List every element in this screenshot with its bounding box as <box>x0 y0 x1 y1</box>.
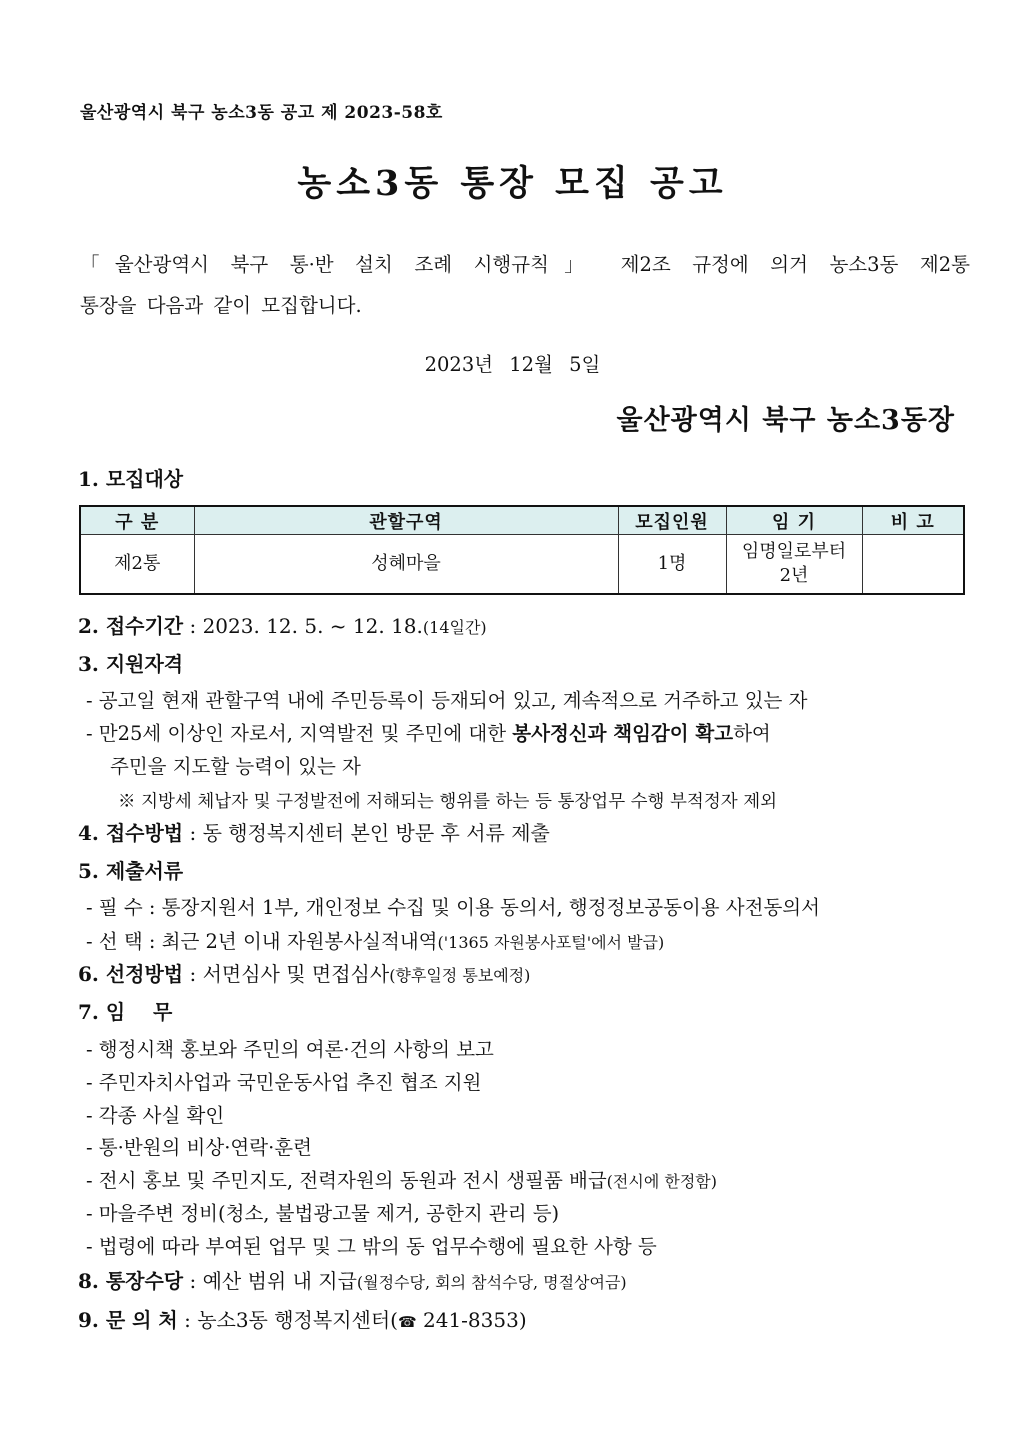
issuer: 울산광역시 북구 농소3동장 <box>616 405 955 436</box>
section-5-label: 5. 제출서류 <box>78 859 184 883</box>
table-header-cell: 임 기 <box>726 506 862 535</box>
section-5-heading <box>78 855 183 884</box>
section-4-value: 동 행정복지센터 본인 방문 후 서류 제출 <box>202 821 550 845</box>
section-8-value: 예산 범위 내 지급 <box>202 1269 357 1293</box>
section-4-label: 4. 접수방법 <box>78 821 184 845</box>
intro-line-1: 「울산광역시 북구 통·반 설치 조례 시행규칙」 제2조 규정에 의거 농소3동 제2통 <box>80 253 970 276</box>
section-9-sep: : <box>177 1308 198 1332</box>
section-2-value: 2023. 12. 5. ~ 12. 18. <box>202 614 423 638</box>
duty-item: - 각종 사실 확인 <box>86 1104 225 1127</box>
qualification-continued: 주민을 지도할 능력이 있는 자 <box>110 755 361 778</box>
section-8-label: 8. 통장수당 <box>78 1269 184 1293</box>
document-item <box>86 926 664 954</box>
section-8-sep: : <box>183 1269 203 1293</box>
notice-date: 2023년 12월 5일 <box>424 353 601 376</box>
section-9-value: 농소3동 행정복지센터( <box>197 1308 398 1332</box>
section-4 <box>78 817 550 846</box>
recruit-table <box>79 505 965 595</box>
section-9-label: 9. 문 의 처 <box>78 1308 178 1332</box>
cell-zone: 성혜마을 <box>194 535 618 595</box>
section-9 <box>78 1304 527 1333</box>
document-item: - 필 수 : 통장지원서 1부, 개인정보 수집 및 이용 동의서, 행정정보공동이용 사전동의서 <box>86 896 820 919</box>
section-6-note: (향후일정 통보예정) <box>389 966 531 985</box>
section-7-heading <box>78 996 172 1025</box>
table-row <box>80 535 964 595</box>
section-9-phone: 241-8353) <box>416 1308 527 1332</box>
table-header-cell: 관할구역 <box>194 506 618 535</box>
table-header-cell: 비 고 <box>862 506 964 535</box>
section-1-heading <box>78 463 183 492</box>
section-2-note: (14일간) <box>422 618 487 637</box>
section-3-label: 3. 지원자격 <box>78 652 184 676</box>
cell-remark <box>862 535 964 595</box>
qualification-note: ※ 지방세 체납자 및 구정발전에 저해되는 행위를 하는 등 통장업무 수행 부적정자 제외 <box>118 792 778 812</box>
duty-text: - 전시 홍보 및 주민지도, 전력자원의 동원과 전시 생필품 배급 <box>86 1169 607 1192</box>
qualification-text: - 만25세 이상인 자로서, 지역발전 및 주민에 대한 <box>86 722 513 745</box>
section-6-label: 6. 선정방법 <box>78 962 184 986</box>
section-2-sep: : <box>183 614 203 638</box>
section-8 <box>78 1265 627 1294</box>
section-1-label: 1. 모집대상 <box>78 467 184 491</box>
section-7-label: 7. 임 무 <box>78 1000 173 1024</box>
document-text: - 선 택 : 최근 2년 이내 자원봉사실적내역 <box>86 930 438 953</box>
section-3-heading <box>78 648 183 677</box>
cell-area: 제2통 <box>80 535 194 595</box>
cell-term <box>726 535 862 595</box>
intro-line-2: 통장을 다음과 같이 모집합니다. <box>80 294 362 317</box>
duty-item: - 마을주변 정비(청소, 불법광고물 제거, 공한지 관리 등) <box>86 1202 560 1225</box>
section-4-sep: : <box>183 821 203 845</box>
cell-term-line-2: 2년 <box>779 565 809 586</box>
qualification-text: 하여 <box>733 722 771 745</box>
section-2 <box>78 610 487 639</box>
table-header-row <box>80 506 964 535</box>
duty-item <box>86 1165 717 1193</box>
section-6-value: 서면심사 및 면접심사 <box>202 962 390 986</box>
section-6 <box>78 958 530 987</box>
duty-note: (전시에 한정함) <box>606 1172 717 1191</box>
document-note: ('1365 자원봉사포털'에서 발급) <box>437 933 665 952</box>
cell-term-line-1: 임명일로부터 <box>741 541 847 562</box>
page-title: 농소3동 통장 모집 공고 <box>297 163 728 204</box>
duty-item: - 통·반원의 비상·연락·훈련 <box>86 1136 312 1159</box>
phone-icon: ☎ <box>397 1313 417 1331</box>
qualification-emphasis: 봉사정신과 책임감이 확고 <box>512 722 734 745</box>
qualification-item: - 공고일 현재 관할구역 내에 주민등록이 등재되어 있고, 계속적으로 거주하고 있는 자 <box>86 689 808 712</box>
section-8-note: (월정수당, 회의 참석수당, 명절상여금) <box>356 1273 627 1292</box>
section-6-sep: : <box>183 962 203 986</box>
duty-item: - 법령에 따라 부여된 업무 및 그 밖의 동 업무수행에 필요한 사항 등 <box>86 1235 657 1258</box>
table-header-cell: 구 분 <box>80 506 194 535</box>
section-2-label: 2. 접수기간 <box>78 614 184 638</box>
duty-item: - 주민자치사업과 국민운동사업 추진 협조 지원 <box>86 1071 482 1094</box>
notice-number: 울산광역시 북구 농소3동 공고 제 2023-58호 <box>80 103 443 123</box>
duty-item: - 행정시책 홍보와 주민의 여론·건의 사항의 보고 <box>86 1038 494 1061</box>
table-header-cell: 모집인원 <box>618 506 726 535</box>
qualification-item <box>86 718 771 746</box>
cell-count: 1명 <box>618 535 726 595</box>
